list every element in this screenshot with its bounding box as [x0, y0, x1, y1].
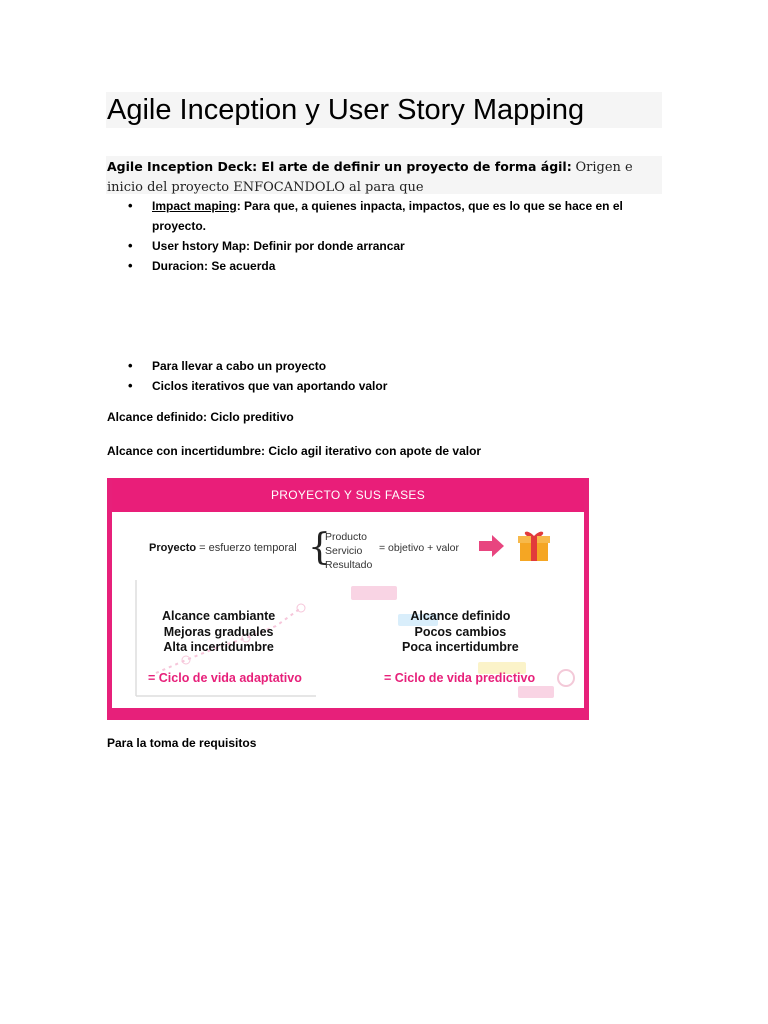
- adaptive-characteristics: [162, 609, 275, 656]
- subtitle-bold: Agile Inception Deck: El arte de definir un proyecto de forma ágil:: [107, 159, 572, 174]
- list-item-text: : Para que, a quienes inpacta, impactos, que es lo que se hace en el proyecto.: [152, 199, 623, 233]
- outcomes-list: [325, 530, 372, 572]
- subtitle-paragraph: [107, 157, 663, 197]
- page-title: Agile Inception y User Story Mapping: [107, 94, 585, 126]
- list-item-text: User hstory Map: Definir por donde arrancar: [152, 239, 405, 253]
- paragraph-alcance-definido: Alcance definido: Ciclo preditivo: [107, 410, 294, 424]
- impact-maping-link[interactable]: Impact maping: [152, 199, 237, 213]
- gift-icon: [517, 527, 551, 563]
- bullet-list-2: [128, 356, 648, 396]
- outcome-item: Resultado: [325, 559, 373, 571]
- embedded-slide-image: [107, 478, 589, 720]
- slide-result: = objetivo + valor: [379, 542, 459, 554]
- list-item-text: Ciclos iterativos que van aportando valor: [152, 379, 388, 393]
- list-item: [128, 196, 648, 236]
- predictive-lifecycle-label: = Ciclo de vida predictivo: [384, 671, 536, 685]
- predictive-characteristics: [402, 609, 519, 656]
- outcome-item: Producto: [325, 531, 368, 543]
- list-item-text: Duracion: Se acuerda: [152, 259, 276, 273]
- predictive-line: Poca incertidumbre: [402, 640, 519, 654]
- adaptive-lifecycle-label: = Ciclo de vida adaptativo: [148, 671, 302, 685]
- list-item: [128, 236, 648, 256]
- paragraph-toma-requisitos: Para la toma de requisitos: [107, 736, 257, 750]
- brace: {: [308, 527, 331, 568]
- adaptive-line: Mejoras graduales: [163, 624, 274, 639]
- bullet-list-1: [128, 196, 648, 276]
- right-arrow-icon: [479, 534, 505, 558]
- adaptive-line: Alcance cambiante: [162, 609, 276, 623]
- paragraph-alcance-incertidumbre: Alcance con incertidumbre: Ciclo agil iterativo con apote de valor: [107, 444, 482, 458]
- list-item: [128, 256, 648, 276]
- list-item-text: Para llevar a cabo un proyecto: [152, 359, 327, 373]
- slide-equation-rest: = esfuerzo temporal: [199, 542, 297, 554]
- subtitle-rest: Origen e inicio del proyecto ENFOCANDOLO al para que: [107, 160, 633, 195]
- slide-equation: [149, 542, 297, 554]
- predictive-line: Alcance definido: [410, 609, 511, 623]
- predictive-line: Pocos cambios: [414, 624, 507, 639]
- adaptive-line: Alta incertidumbre: [163, 640, 274, 654]
- outcome-item: Servicio: [325, 545, 363, 557]
- list-item: [128, 356, 648, 376]
- slide-equation-bold: Proyecto: [149, 542, 197, 554]
- list-item: [128, 376, 648, 396]
- slide-header: PROYECTO Y SUS FASES: [112, 478, 584, 512]
